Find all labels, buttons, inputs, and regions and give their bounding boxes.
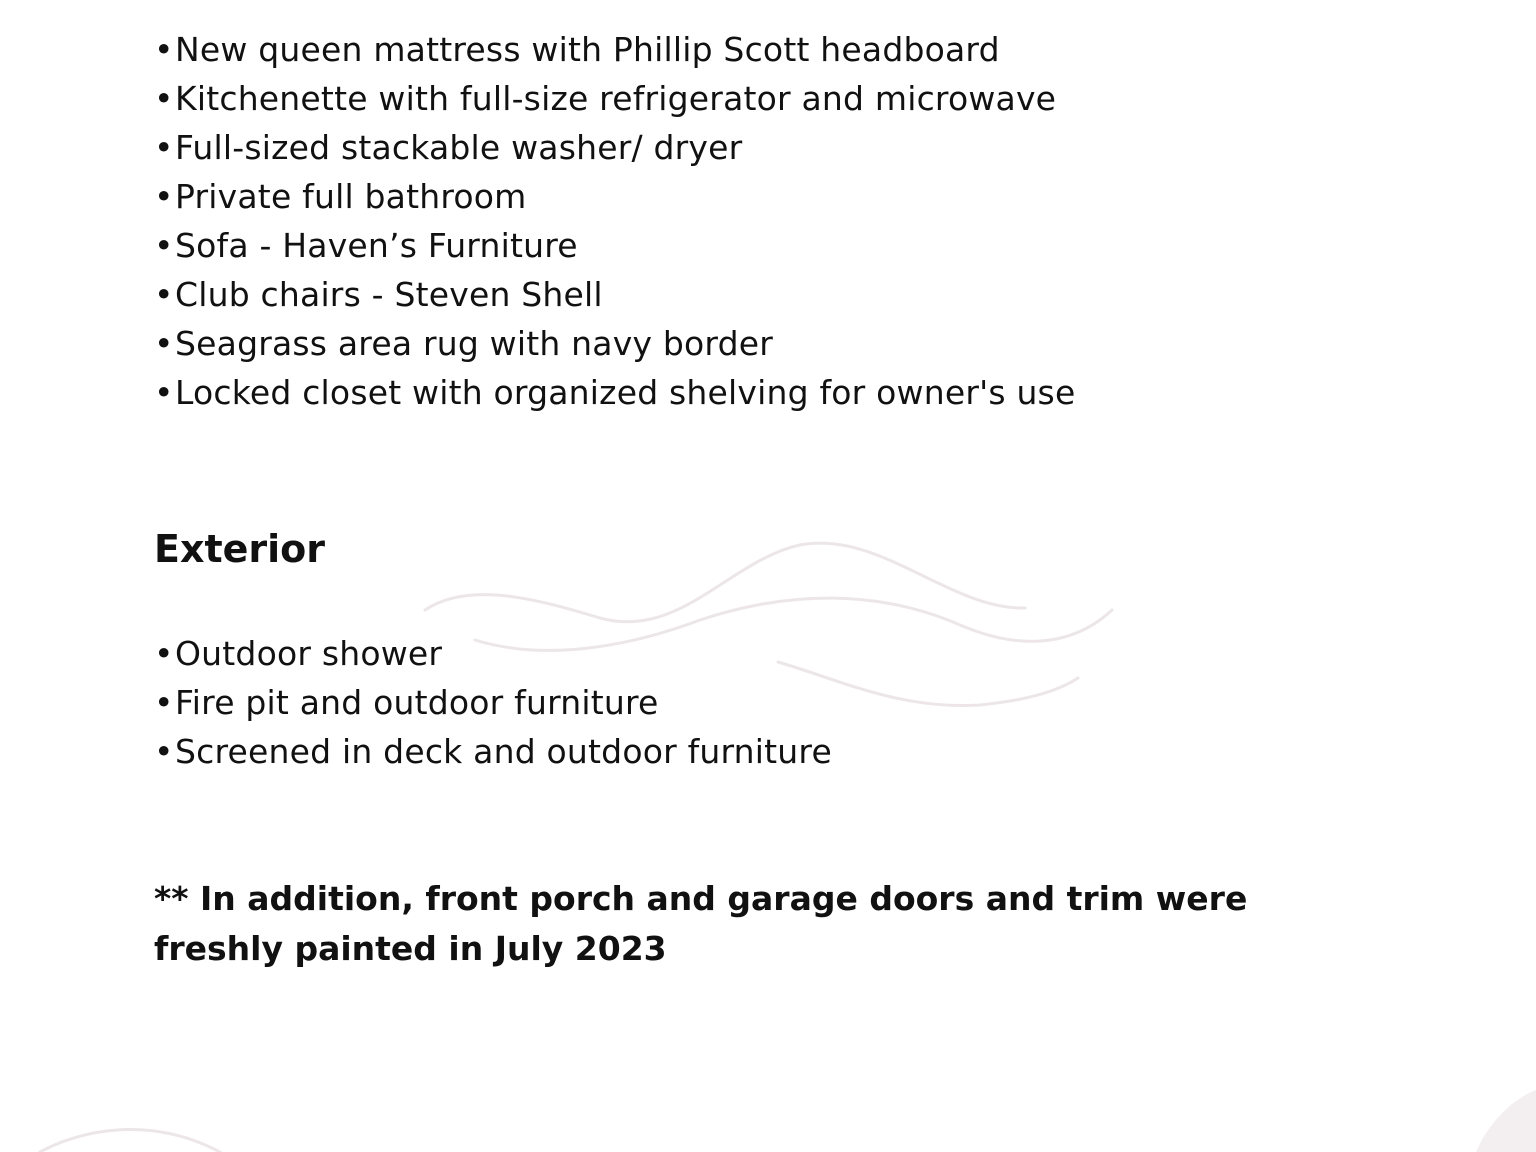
- bullet: •: [154, 128, 174, 167]
- bullet: •: [154, 683, 174, 722]
- bullet: •: [154, 226, 174, 265]
- bullet: •: [154, 732, 174, 771]
- list-item: [154, 74, 1075, 123]
- list-item: [154, 172, 1075, 221]
- painting-note: [154, 874, 1304, 974]
- list-item: [154, 727, 832, 776]
- exterior-heading: Exterior: [154, 527, 326, 571]
- list-item-text: Kitchenette with full-size refrigerator and microwave: [175, 79, 1057, 118]
- interior-amenities-list: [154, 25, 1075, 417]
- bullet: •: [154, 634, 174, 673]
- list-item-text: Fire pit and outdoor furniture: [175, 683, 659, 722]
- list-item-text: Locked closet with organized shelving for owner's use: [175, 373, 1076, 412]
- list-item: [154, 123, 1075, 172]
- painting-note-line-1: ** In addition, front porch and garage doors and trim were: [154, 879, 1248, 918]
- wave-line: [425, 543, 1025, 622]
- painting-note-line-2: freshly painted in July 2023: [154, 929, 667, 968]
- bullet: •: [154, 177, 174, 216]
- list-item: [154, 221, 1075, 270]
- list-item-text: Screened in deck and outdoor furniture: [175, 732, 832, 771]
- list-item: [154, 270, 1075, 319]
- list-item: [154, 678, 832, 727]
- bullet: •: [154, 373, 174, 412]
- exterior-amenities-list: [154, 629, 832, 776]
- list-item: [154, 319, 1075, 368]
- list-item-text: Private full bathroom: [175, 177, 527, 216]
- list-item-text: Full-sized stackable washer/ dryer: [175, 128, 743, 167]
- bullet: •: [154, 79, 174, 118]
- list-item-text: Seagrass area rug with navy border: [175, 324, 774, 363]
- list-item-text: Sofa - Haven’s Furniture: [175, 226, 578, 265]
- bullet: •: [154, 30, 174, 69]
- bullet: •: [154, 275, 174, 314]
- bullet: •: [154, 324, 174, 363]
- list-item: [154, 25, 1075, 74]
- list-item-text: Club chairs - Steven Shell: [175, 275, 603, 314]
- list-item: [154, 629, 832, 678]
- list-item-text: New queen mattress with Phillip Scott headboard: [175, 30, 1000, 69]
- wave-line: [40, 1130, 220, 1152]
- corner-shape: [1476, 1090, 1536, 1152]
- list-item: [154, 368, 1075, 417]
- list-item-text: Outdoor shower: [175, 634, 443, 673]
